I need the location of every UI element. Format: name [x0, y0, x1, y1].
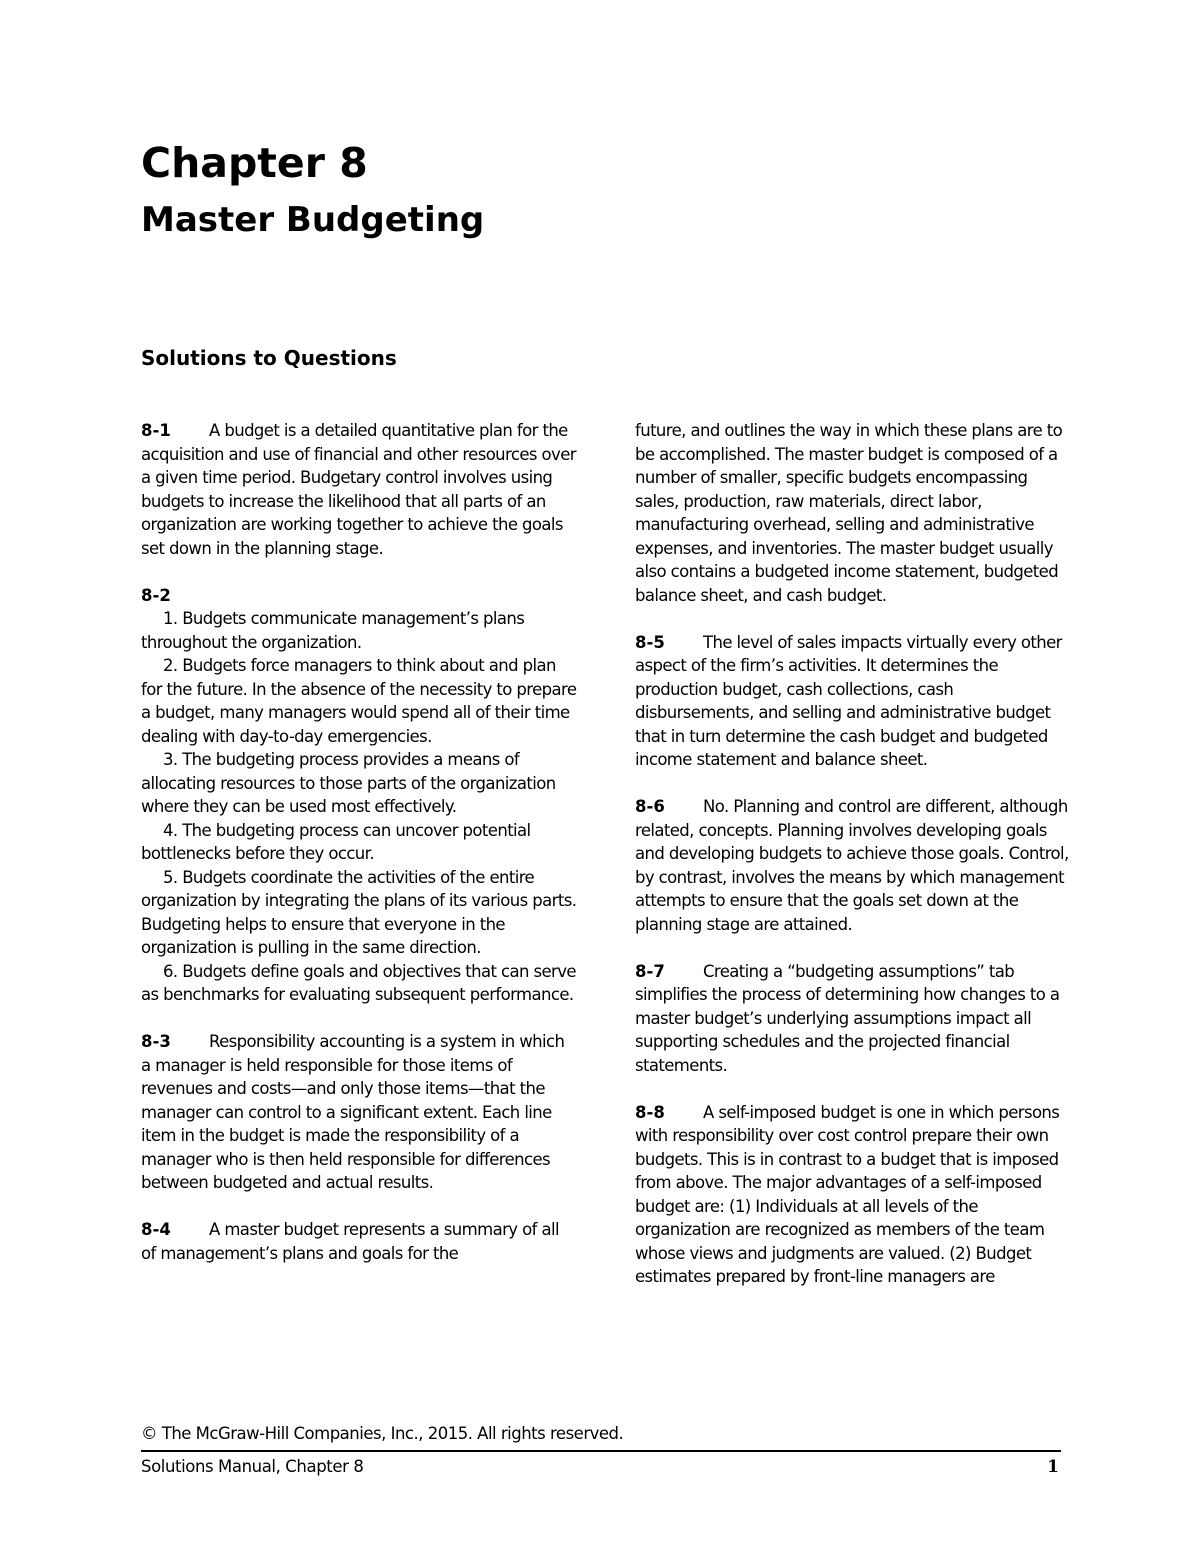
question-number: 8-4 [141, 1220, 171, 1239]
chapter-number: Chapter 8 [141, 139, 368, 187]
chapter-title: Master Budgeting [141, 200, 485, 240]
question-8-1 [141, 419, 577, 560]
question-number: 8-5 [635, 632, 665, 652]
question-number: 8-6 [635, 797, 665, 816]
list-item: 2. Budgets force managers to think about and plan for the future. In the absence of the necessity to prepare a budget, many managers would spend all of their time dealing with day-to-day emergencies. [141, 656, 577, 746]
question-number: 8-8 [635, 1102, 665, 1122]
list-item: 5. Budgets coordinate the activities of the entire organization by integrating the plans of its various parts. Budgeting helps to ensure that everyone in the organization is pulling in the same direction. [141, 867, 577, 957]
question-number: 8-2 [141, 585, 171, 605]
answer-text: A budget is a detailed quantitative plan for the acquisition and use of financial and other resources over a given time period. Budgetary control involves using budgets to increase the likelihood that all parts of an organization are working together to achieve the goals set down in the planning stage. [141, 421, 576, 558]
answer-text: A master budget represents a summary of all of management’s plans and goals for the [141, 1220, 559, 1263]
question-number: 8-7 [635, 961, 665, 981]
answer-text: Responsibility accounting is a system in which a manager is held responsible for those items of revenues and costs—and only those items—that the manager can control to a significant extent. Each line item in the budget is made the responsibility of a manager who is then held responsible for differences between budgeted and actual results. [141, 1032, 565, 1192]
footer-divider [141, 1450, 1061, 1452]
question-8-7 [635, 960, 1075, 1078]
list-item: 3. The budgeting process provides a means of allocating resources to those parts of the organization where they can be used most effectively. [141, 750, 556, 816]
question-8-4 [141, 1218, 577, 1265]
copyright-notice: © The McGraw-Hill Companies, Inc., 2015. All rights reserved. [141, 1424, 624, 1443]
footer-manual-label: Solutions Manual, Chapter 8 [141, 1457, 364, 1476]
list-item: 6. Budgets define goals and objectives that can serve as benchmarks for evaluating subsequent performance. [141, 961, 576, 1004]
answer-text: No. Planning and control are different, although related, concepts. Planning involves developing goals and developing budgets to achieve those goals. Control, by contrast, involves the means by which management attempts to ensure that the goals set down at the planning stage are attained. [635, 797, 1069, 934]
answer-text: Creating a “budgeting assumptions” tab simplifies the process of determining how changes to a master budget’s underlying assumptions impact all supporting schedules and the projected financial statements. [635, 961, 1060, 1075]
list-item: 1. Budgets communicate management’s plans throughout the organization. [141, 609, 525, 652]
question-number: 8-1 [141, 421, 171, 440]
answer-text: The level of sales impacts virtually every other aspect of the firm’s activities. It determines the production budget, cash collections, cash disbursements, and selling and administrative budget that in turn determine the cash budget and budgeted income statement and balance sheet. [635, 632, 1062, 769]
answer-text: A self-imposed budget is one in which persons with responsibility over cost control prepare their own budgets. This is in contrast to a budget that is imposed from above. The major advantages of a self-imposed budget are: (1) Individuals at all levels of the organization are recognized as members of the team whose views and judgments are valued. (2) Budget estimates prepared by front-line managers are [635, 1102, 1060, 1286]
question-8-2 [141, 584, 577, 608]
list-item: 4. The budgeting process can uncover potential bottlenecks before they occur. [141, 820, 531, 863]
question-8-5 [635, 631, 1075, 772]
question-8-8 [635, 1101, 1075, 1289]
left-column [141, 419, 577, 1265]
question-8-4-continued: future, and outlines the way in which these plans are to be accomplished. The master budget is composed of a number of smaller, specific budgets encompassing sales, production, raw materials, direct labor, manufacturing overhead, selling and administrative expenses, and inventories. The master budget usually also contains a budgeted income statement, budgeted balance sheet, and cash budget. [635, 421, 1063, 605]
page-number: 1 [1047, 1457, 1059, 1477]
question-8-3 [141, 1030, 577, 1195]
question-number: 8-3 [141, 1032, 171, 1051]
right-column [635, 419, 1075, 1289]
question-8-6 [635, 795, 1075, 936]
section-heading: Solutions to Questions [141, 346, 397, 370]
